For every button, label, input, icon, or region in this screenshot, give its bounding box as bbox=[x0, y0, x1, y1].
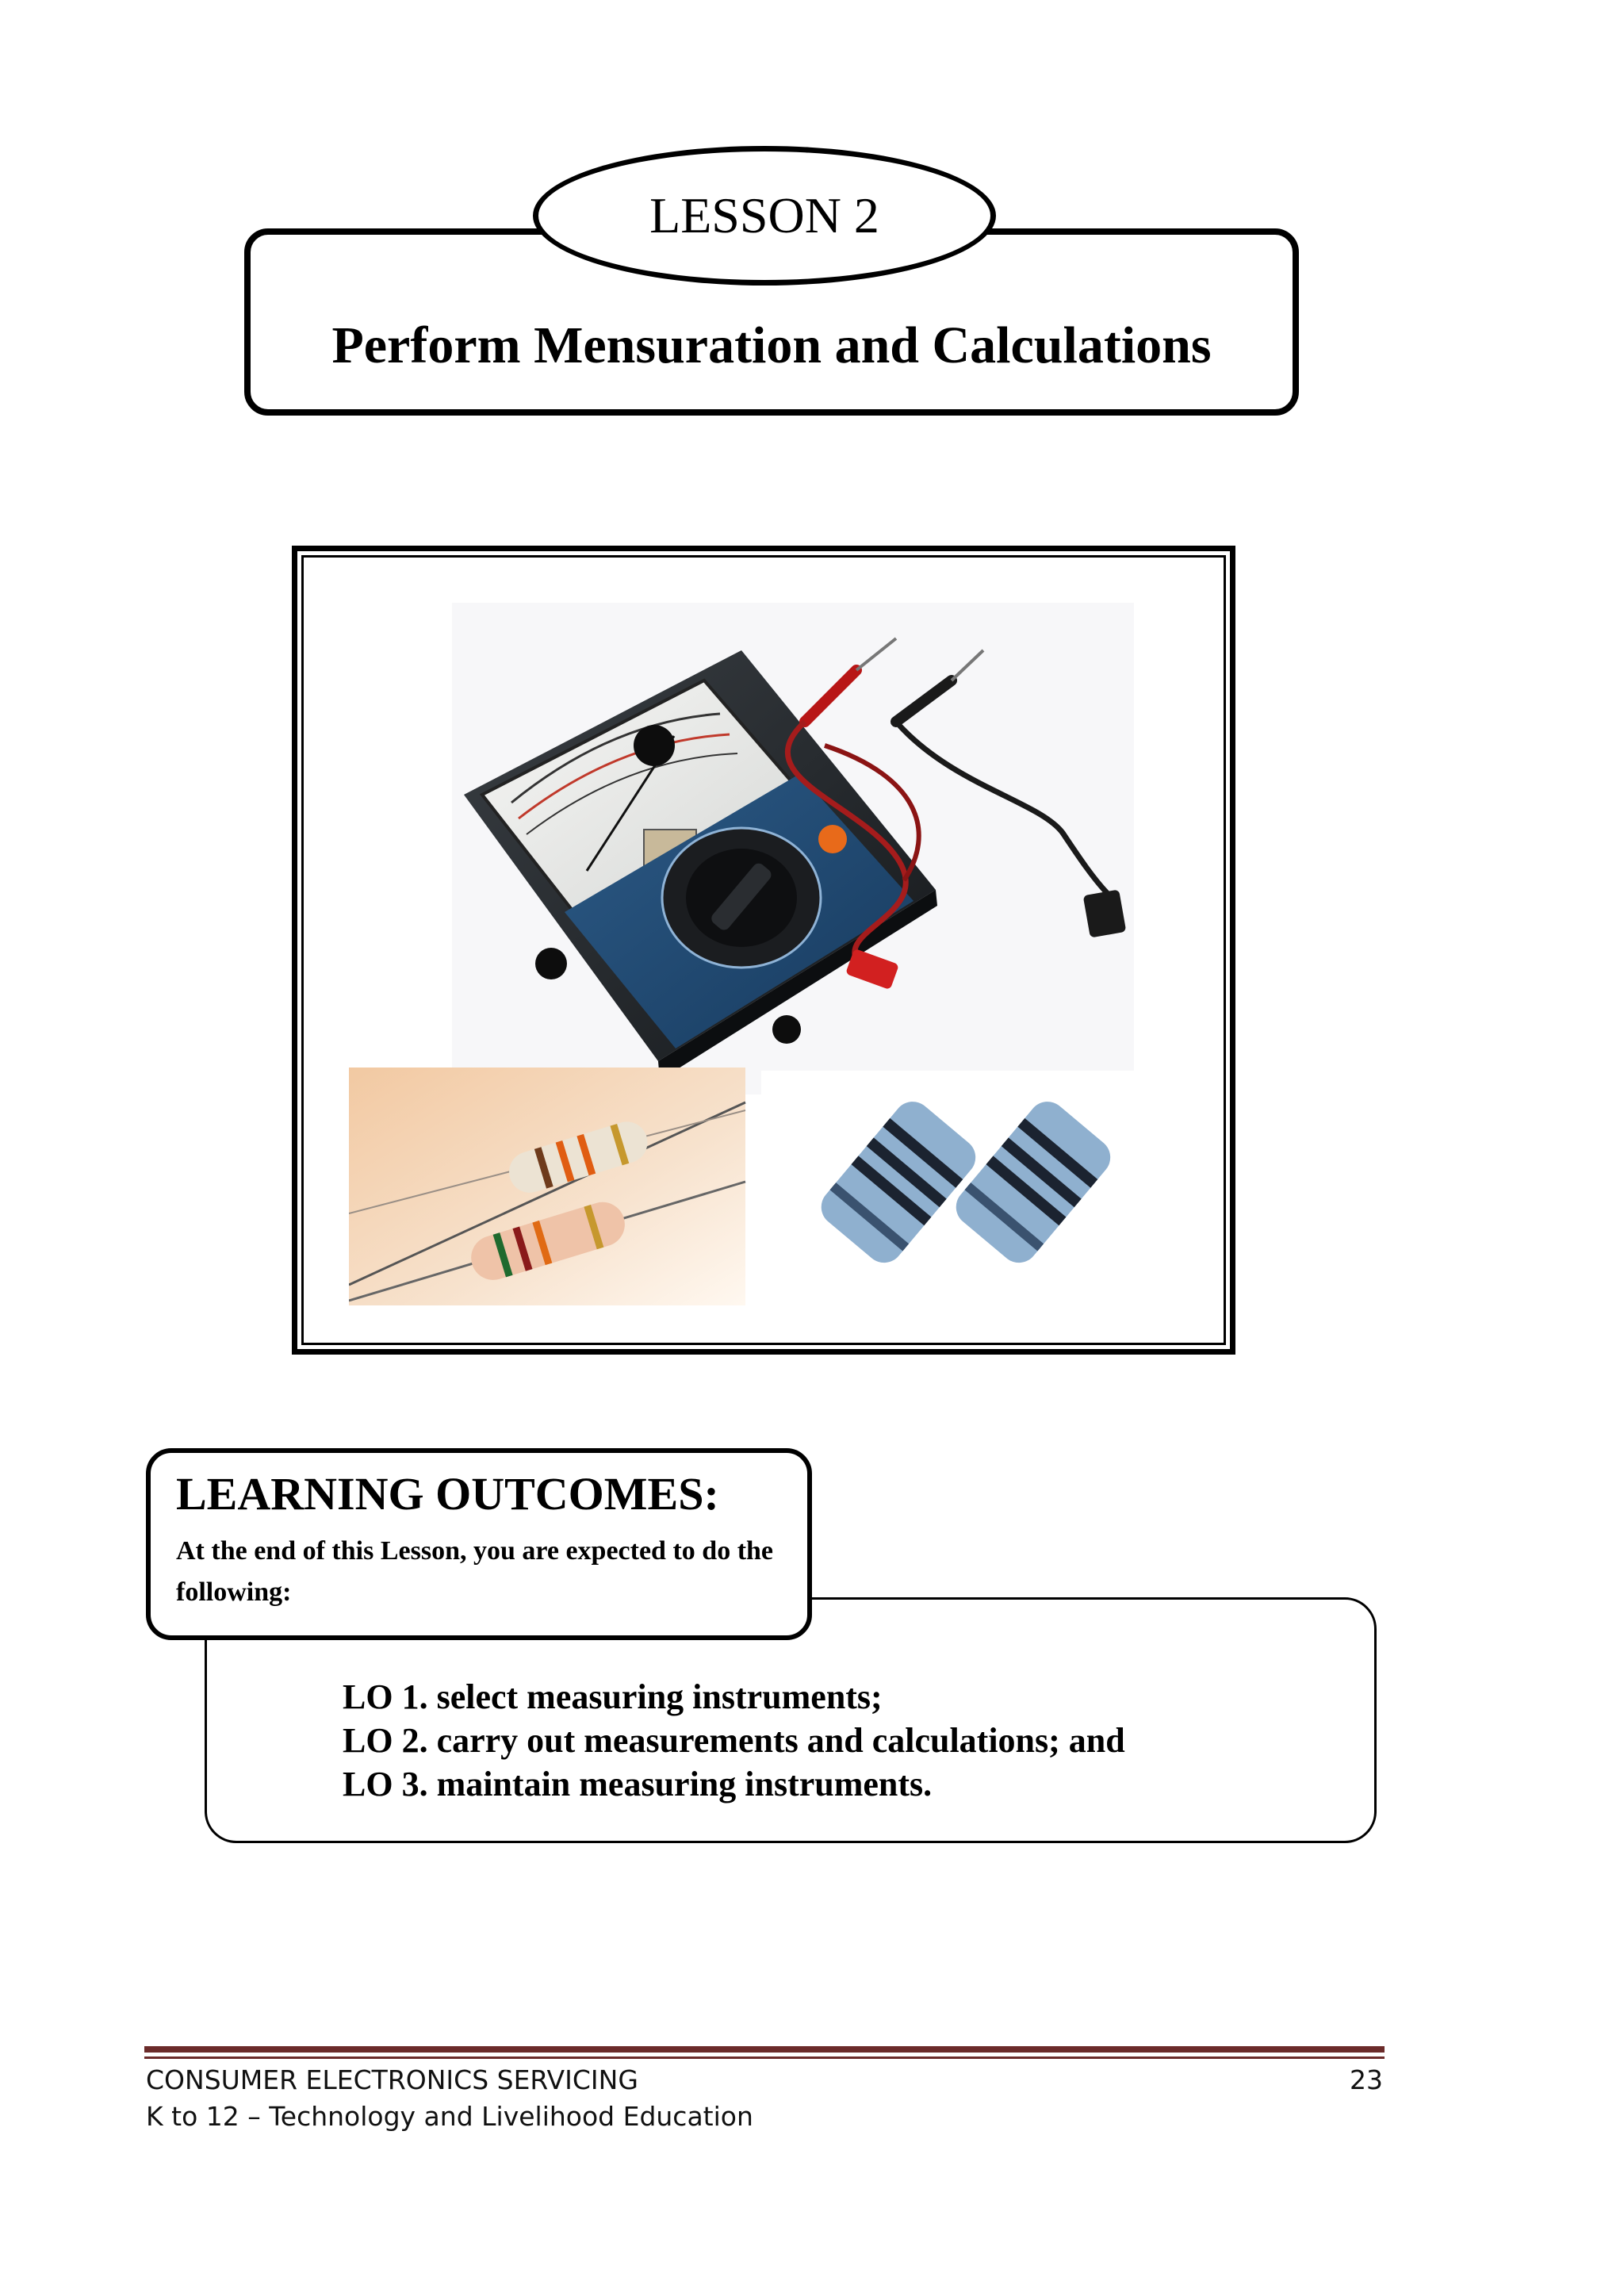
page-number: 23 bbox=[1350, 2064, 1383, 2095]
learning-outcome-item: LO 2. carry out measurements and calculations; and bbox=[343, 1721, 1125, 1760]
footer-text bbox=[146, 2062, 753, 2135]
learning-outcomes-list bbox=[343, 1675, 1125, 1806]
lesson-number-label: LESSON 2 bbox=[649, 187, 879, 243]
footer-divider-thin bbox=[144, 2056, 1385, 2059]
learning-outcome-item: LO 3. maintain measuring instruments. bbox=[343, 1765, 933, 1803]
lesson-number-oval bbox=[533, 146, 996, 286]
lesson-title: Perform Mensuration and Calculations bbox=[331, 316, 1212, 374]
measuring-instruments-illustration bbox=[349, 595, 1189, 1324]
footer-divider bbox=[144, 2046, 1385, 2053]
learning-outcomes-heading: LEARNING OUTCOMES: bbox=[176, 1468, 719, 1520]
learning-outcome-item: LO 1. select measuring instruments; bbox=[343, 1677, 883, 1716]
carbon-resistors-icon bbox=[349, 1068, 745, 1305]
learning-outcomes-intro: At the end of this Lesson, you are expected to do the following: bbox=[176, 1536, 774, 1607]
footer-program-title: K to 12 – Technology and Livelihood Education bbox=[146, 2101, 753, 2132]
footer-course-title: CONSUMER ELECTRONICS SERVICING bbox=[146, 2064, 638, 2095]
analog-multimeter-icon bbox=[452, 603, 1134, 1094]
metal-film-resistors-icon bbox=[761, 1071, 1189, 1309]
